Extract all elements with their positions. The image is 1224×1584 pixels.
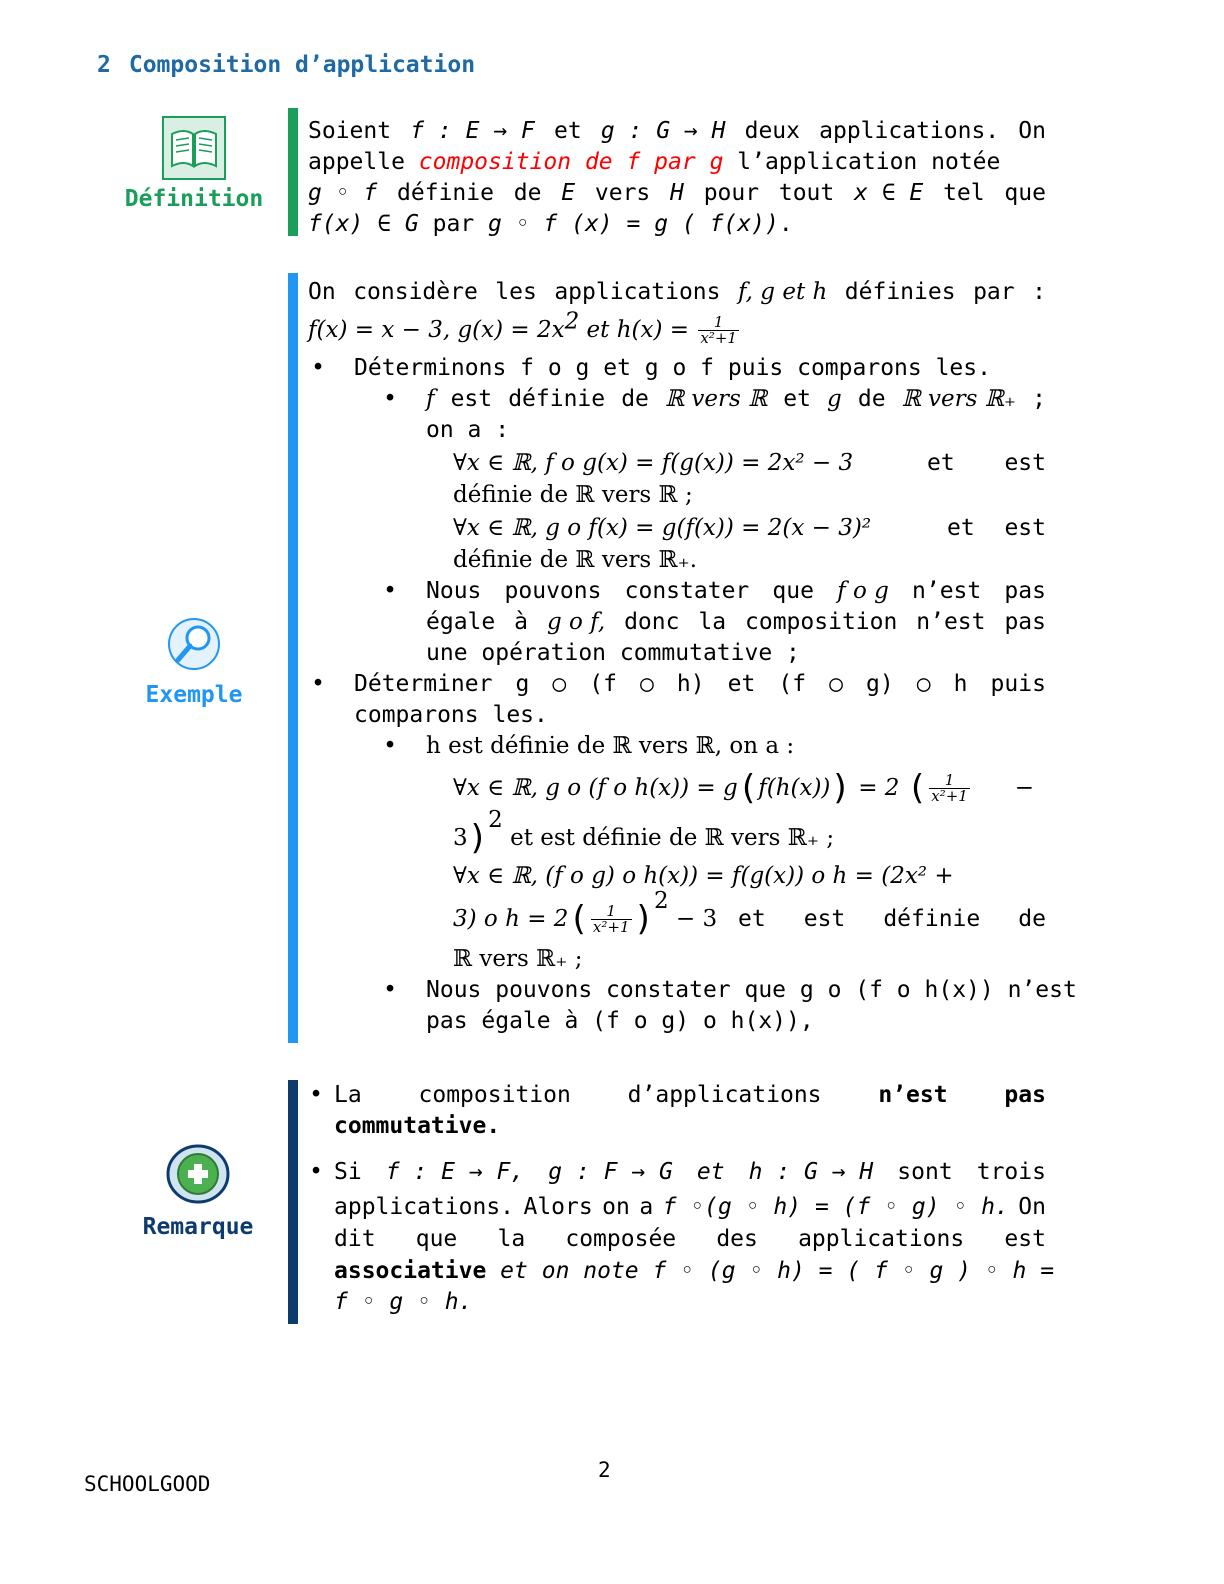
magnifier-icon [166, 616, 222, 672]
fraction: $\frac{1}{\text{x²+1}}$ [592, 902, 630, 936]
part-2a-line-4: ∀x ∈ ℝ, (f o g) o h(x)) = f(g(x)) o h = (2x² + [453, 863, 954, 889]
definition-line-1: Soient f : E → F et g : G → H deux applications. On [308, 118, 1046, 144]
part-2b-line-1: • Nous pouvons constater que g o (f o h(x)) n’est [426, 975, 1046, 1006]
example-accent-bar [288, 273, 298, 1043]
remark-1-line-2: commutative. [334, 1113, 501, 1139]
remark-2-line-1: • Si f : E → F, g : F → G et h : G → H sont trois [334, 1152, 1046, 1192]
remark-text [306, 1080, 1055, 1318]
bullet: • [309, 1082, 323, 1108]
bullet: • [383, 977, 397, 1003]
part-1a-line-6: définie de ℝ vers ℝ₊. [453, 547, 698, 573]
part-1-heading: • Déterminons f o g et g o f puis comparons les. [308, 353, 1046, 384]
remark-2-line-5: f ◦ g ◦ h. [334, 1289, 473, 1315]
part-2a-line-6: ℝ vers ℝ₊ ; [453, 946, 583, 972]
remark-accent-bar [288, 1080, 298, 1324]
part-2b-line-2: pas égale à (f o g) o h(x)), [426, 1008, 814, 1034]
example-text [308, 277, 1077, 1037]
part-1a-line-5: ∀x ∈ ℝ, g o f(x) = g(f(x)) = 2(x − 3)² et est [453, 515, 1046, 541]
part-2-heading-line-2: comparons les. [354, 702, 548, 728]
footer-brand: SCHOOLGOOD [84, 1472, 211, 1496]
part-1a-line-1: • f est définie de ℝ vers ℝ et g de ℝ vers ℝ₊ ; [426, 384, 1046, 415]
definition-line-2: appelle composition de f par g l’application notée [308, 149, 1001, 175]
fraction: $\frac{1}{\text{x²+1}}$ [931, 771, 968, 805]
definition-accent-bar [288, 108, 298, 236]
remark-label: Remarque [142, 1214, 254, 1240]
bullet: • [311, 355, 325, 381]
definition-line-4: f(x) ∈ G par g ◦ f (x) = g ( f(x)). [308, 211, 793, 237]
part-2a-line-2: ∀x ∈ ℝ, g o (f o h(x)) = g(f(h(x))) = 2 ( $\frac{1}{\text{x²+1}}$ − [453, 768, 1034, 808]
page-number: 2 [598, 1458, 611, 1482]
plus-circle-icon [166, 1144, 230, 1204]
remark-1-line-1: • La composition d’applications n’est pas [334, 1080, 1046, 1111]
part-1b-line-1: • Nous pouvons constater que f o g n’est pas [426, 576, 1046, 607]
bullet: • [383, 386, 397, 412]
part-2a-line-1: • h est définie de ℝ vers ℝ, on a : [426, 731, 1046, 762]
fraction: $\frac{1}{\text{x²+1}}$ [700, 313, 737, 347]
example-intro: On considère les applications f, g et h définies par : [308, 279, 1046, 305]
definition-label-block [104, 116, 284, 212]
definition-label: Définition [124, 186, 264, 212]
book-icon [162, 116, 226, 180]
section-number: 2 [97, 52, 111, 78]
part-2a-line-3: 3)$^2$ et est définie de ℝ vers ℝ₊ ; [453, 807, 835, 858]
remark-2-line-4: associative et on note f ◦ (g ◦ h) = ( f ◦ g ) ◦ h = [334, 1258, 1055, 1284]
part-1a-line-3: ∀x ∈ ℝ, f o g(x) = f(g(x)) = 2x² − 3 et est [453, 450, 1046, 476]
section-title-text: Composition d’application [128, 52, 476, 78]
highlighted-term: composition de f par g [418, 149, 724, 175]
example-label: Exemple [145, 682, 243, 708]
bullet: • [309, 1159, 323, 1185]
part-1a-line-2: on a : [426, 417, 510, 443]
definition-text [308, 116, 1046, 240]
section-title [97, 52, 475, 78]
part-1a-line-4: définie de ℝ vers ℝ ; [453, 482, 693, 508]
example-definitions: f(x) = x − 3, $g(x) = 2x^2$ et h(x) = $\frac{1}{\text{x²+1}}$ [308, 308, 737, 347]
part-2a-line-5: 3) o h = 2( $\frac{1}{\text{x²+1}}$ )$^2$ − 3 et est définie de [453, 888, 1046, 939]
example-label-block [104, 616, 284, 708]
remark-2-line-3: dit que la composée des applications est [334, 1226, 1046, 1252]
part-2-heading: • Déterminer g ○ (f ○ h) et (f ○ g) ○ h puis [354, 669, 1046, 700]
part-1b-line-3: une opération commutative ; [426, 640, 800, 666]
definition-line-3: g ◦ f définie de E vers H pour tout x ∈ E tel que [308, 180, 1046, 206]
bullet: • [311, 671, 325, 697]
remark-label-block [108, 1144, 288, 1240]
remark-2-line-2: applications. Alors on a f ◦(g ◦ h) = (f ◦ g) ◦ h. On [334, 1194, 1046, 1220]
bullet: • [383, 733, 397, 759]
part-1b-line-2: égale à g o f, donc la composition n’est pas [426, 609, 1046, 635]
bullet: • [383, 578, 397, 604]
